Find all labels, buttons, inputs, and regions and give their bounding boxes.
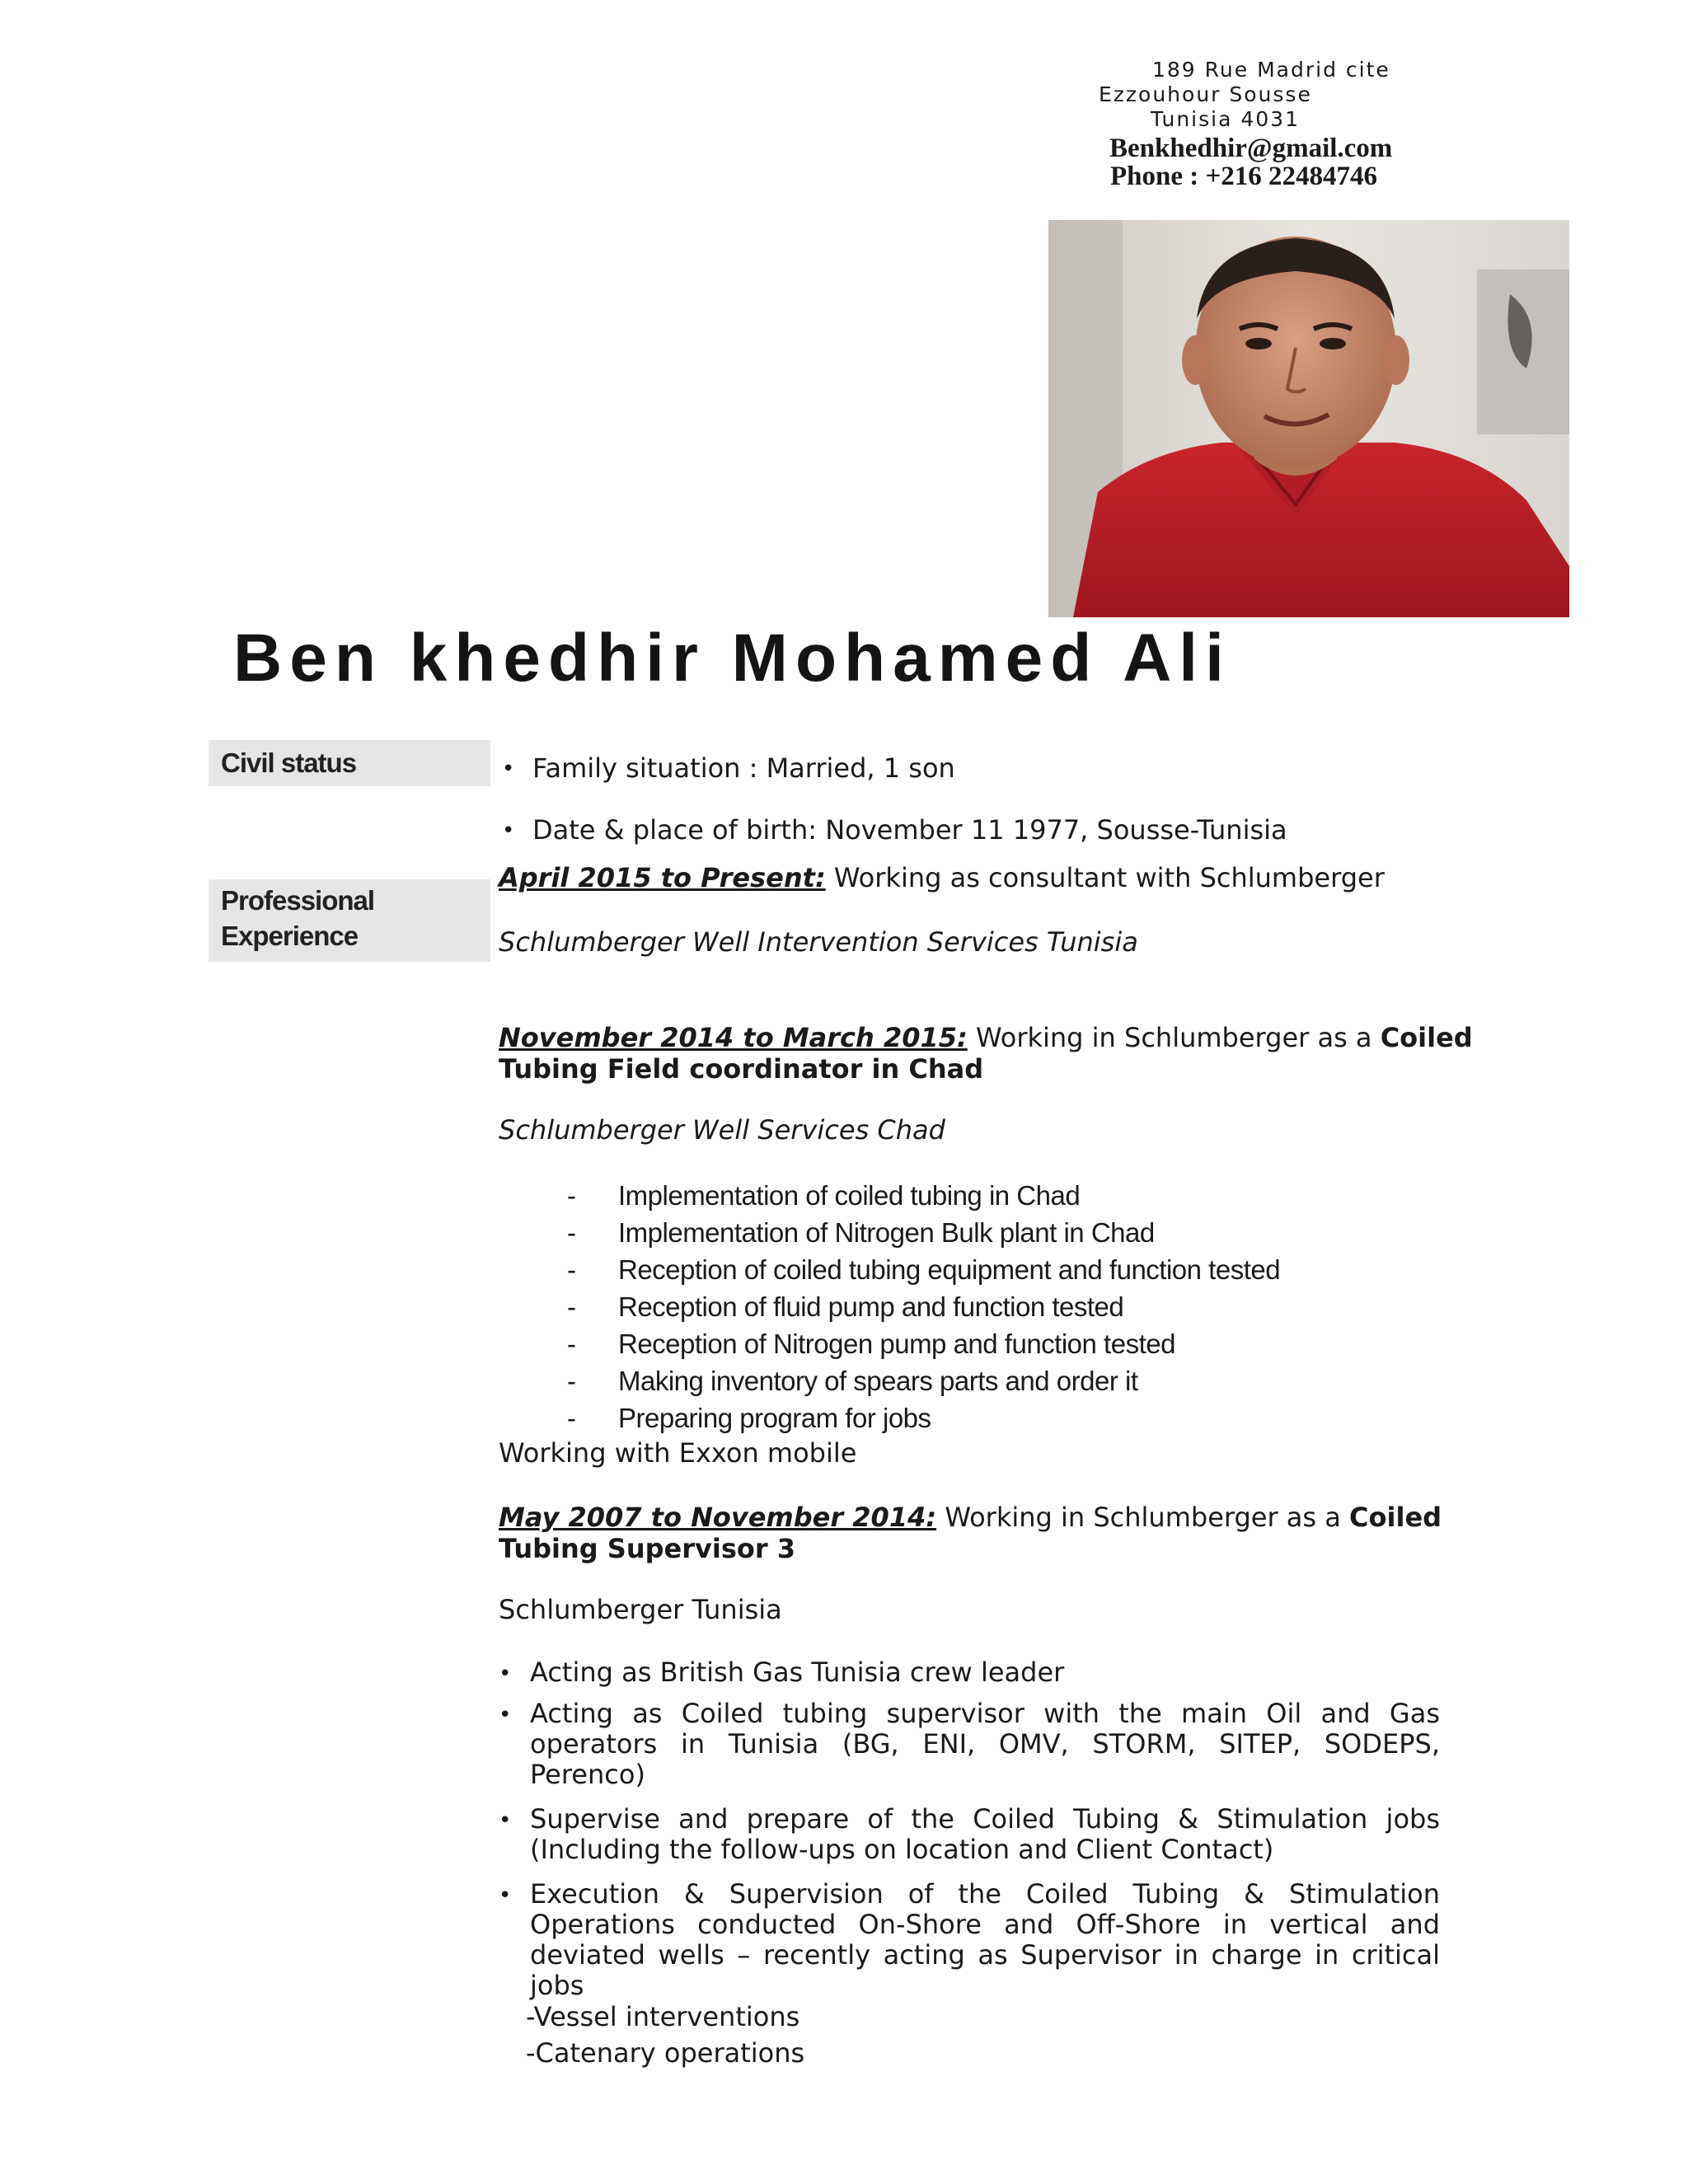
job-3-bullet-2-line1: Acting as Coiled tubing supervisor with the main Oil and Gas [530,1698,1440,1729]
address-line-1: 189 Rue Madrid cite [1152,58,1390,82]
job-2-note: Working with Exxon mobile [499,1437,857,1469]
list-item: - Reception of fluid pump and function tested [567,1291,1124,1322]
section-label-professional-experience [209,879,490,962]
job-2-desc: Working in Schlumberger as a [967,1022,1381,1053]
bullet-dot: • [499,1808,512,1833]
job-3-bullet-3-line1: Supervise and prepare of the Coiled Tubing & Stimulation jobs [530,1803,1440,1835]
list-item: - Making inventory of spears parts and order it [567,1366,1138,1396]
job-3-desc: Working in Schlumberger as a [936,1502,1350,1533]
job-3-date: May 2007 to November 2014: [499,1502,937,1533]
email: Benkhedhir@gmail.com [1109,134,1393,163]
civil-status-label: Civil status [221,748,357,778]
list-item: - Implementation of coiled tubing in Chad [567,1180,1081,1211]
job-3-bullet-4-line1: Execution & Supervision of the Coiled Tubing & Stimulation [530,1878,1440,1910]
birth-info: Date & place of birth: November 11 1977, Sousse-Tunisia [532,814,1287,846]
job-2-role-line2: Tubing Field coordinator in Chad [499,1053,984,1085]
job-3-heading [499,1502,1442,1533]
address-line-3: Tunisia 4031 [1151,107,1300,131]
professional-label-line2: Experience [221,921,359,951]
job-2-date: November 2014 to March 2015: [499,1022,968,1053]
bullet-dot: • [502,818,515,843]
job-3-bullet-1: Acting as British Gas Tunisia crew leader [530,1657,1065,1688]
job-3-role: Coiled [1349,1502,1442,1533]
job-3-company: Schlumberger Tunisia [499,1594,782,1625]
job-1-company: Schlumberger Well Intervention Services Tunisia [499,926,1138,958]
list-item: - Preparing program for jobs [567,1403,931,1433]
address-line-2: Ezzouhour Sousse [1099,82,1312,106]
candidate-name: Ben khedhir Mohamed Ali [233,621,1231,696]
job-1-date: April 2015 to Present: [499,862,826,893]
bullet-dot: • [502,757,515,781]
section-label-civil-status [209,740,490,786]
job-2-role: Coiled [1380,1022,1473,1053]
profile-photo [1048,220,1569,617]
bullet-dot: • [499,1661,512,1686]
professional-label-line1: Professional [221,885,375,916]
job-3-bullet-2-line3: Perenco) [530,1759,645,1790]
job-3-role-line2: Tubing Supervisor 3 [499,1533,796,1564]
job-1-desc: Working as consultant with Schlumberger [825,862,1385,893]
family-situation: Family situation : Married, 1 son [532,752,955,784]
job-2-task-list [567,1177,1280,1436]
bullet-dot: • [499,1883,512,1908]
job-3-bullet-3-line2: (Including the follow-ups on location and Client Contact) [530,1834,1274,1865]
job-1-heading [499,862,1385,893]
bullet-dot: • [499,1703,512,1727]
job-3-bullet-4-line3: deviated wells – recently acting as Supervisor in charge in critical [530,1939,1440,1971]
job-3-sub-item-1: -Vessel interventions [526,2001,800,2032]
list-item: - Implementation of Nitrogen Bulk plant in Chad [567,1217,1155,1248]
job-3-bullet-4-line4: jobs [530,1970,584,2001]
job-3-sub-item-2: -Catenary operations [526,2037,805,2069]
job-2-company: Schlumberger Well Services Chad [499,1114,945,1146]
phone: Phone : +216 22484746 [1110,162,1378,191]
job-3-bullet-4-line2: Operations conducted On-Shore and Off-Shore in vertical and [530,1909,1440,1940]
job-2-heading [499,1022,1473,1053]
list-item: - Reception of coiled tubing equipment and function tested [567,1254,1281,1285]
job-3-bullet-2-line2: operators in Tunisia (BG, ENI, OMV, STORM, SITEP, SODEPS, [530,1728,1440,1760]
list-item: - Reception of Nitrogen pump and function tested [567,1329,1175,1359]
